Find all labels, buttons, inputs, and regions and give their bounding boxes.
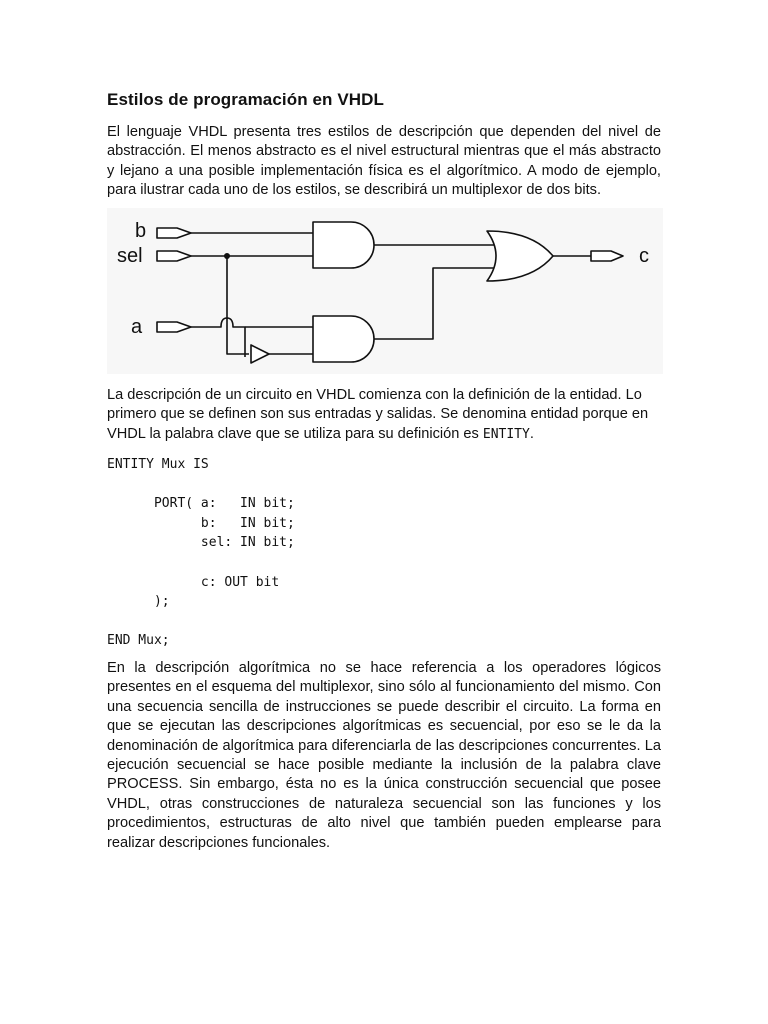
input-pin-a	[157, 322, 191, 332]
and-gate-lower	[313, 316, 374, 362]
algorithmic-paragraph: En la descripción algorítmica no se hace referencia a los operadores lógicos presentes en el esquema del multiplexor, sino sólo al funcionamiento del mismo. Con una secuencia sencilla de instrucciones se puede describir el circuito. La forma en que se ejecutan las descripciones algorítmicas es secuencial, por eso se le da la denominación de algorítmica para diferenciarla de las descripciones concurrentes. La ejecución secuencial se hace posible mediante la inclusión de la palabra clave PROCESS. Sin embargo, ésta no es la única construcción secuencial que posee VHDL, otras construcciones de naturaleza secuencial son las funciones y los procedimientos, estructuras de alto nivel que también pueden emplearse para realizar descripciones funcionales.	[107, 660, 661, 851]
wire-a	[191, 318, 245, 357]
intro-paragraph: El lenguaje VHDL presenta tres estilos de descripción que dependen del nivel de abstracción. El menos abstracto es el nivel estructural mientras que el más abstracto y lejano a una posible implementación física es el algorítmico. A modo de ejemplo, para ilustrar cada uno de los estilos, se describirá un multiplexor de dos bits.	[107, 124, 661, 199]
entity-paragraph	[107, 386, 661, 444]
wire-and2-out	[374, 268, 495, 339]
label-b: b	[135, 220, 147, 242]
junction-dot	[224, 253, 230, 259]
label-c: c	[639, 245, 649, 267]
input-pin-sel	[157, 251, 191, 261]
entity-paragraph-end: .	[529, 425, 534, 442]
or-gate	[487, 231, 553, 281]
label-a: a	[131, 316, 143, 338]
section-heading: Estilos de programación en VHDL	[107, 90, 385, 109]
entity-paragraph-text: La descripción de un circuito en VHDL comienza con la definición de la entidad. Lo primero que se definen son sus entradas y salidas. Se denomina entidad porque en VHDL la palabra clave que se utiliza para su definición es	[107, 387, 649, 442]
entity-keyword: ENTITY	[482, 426, 530, 442]
vhdl-code-block: ENTITY Mux IS PORT( a: IN bit; b: IN bit; sel: IN bit; c: OUT bit ); END Mux;	[107, 457, 295, 649]
input-pin-b	[157, 228, 191, 238]
and-gate-upper	[313, 222, 374, 268]
not-gate	[251, 345, 269, 363]
output-pin-c	[591, 251, 623, 261]
multiplexer-diagram	[107, 208, 663, 374]
label-sel: sel	[117, 245, 143, 267]
